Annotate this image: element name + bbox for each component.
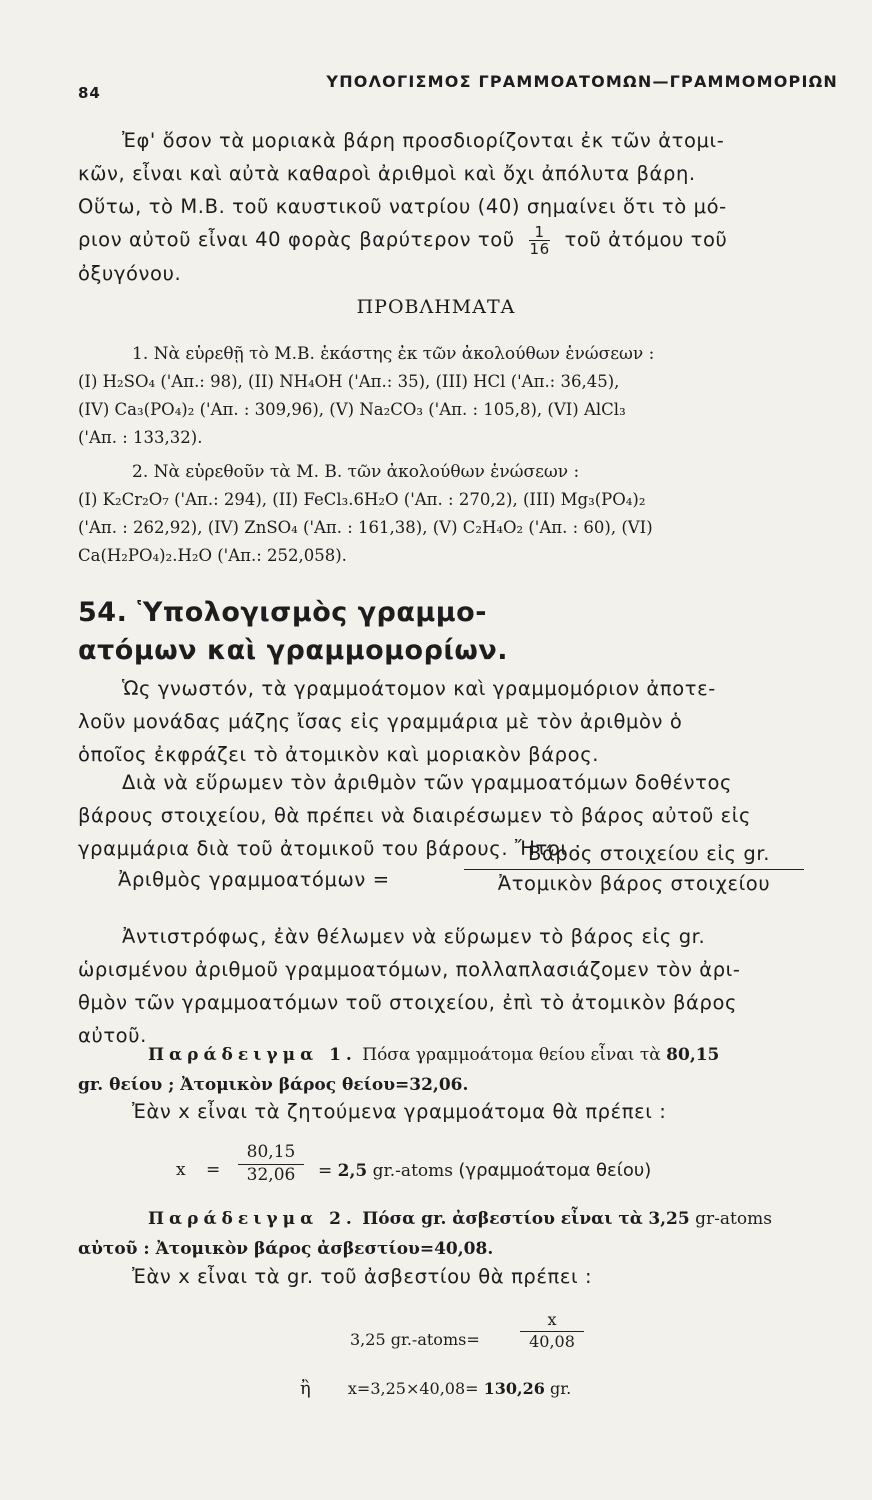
equation-denominator: 32,06: [246, 1165, 296, 1185]
example-value: 3,25: [648, 1209, 690, 1229]
problem-question: 1. Νὰ εὑρεθῇ τὸ Μ.Β. ἑκάστης ἐκ τῶν ἀκολούθων ἑνώσεων :: [132, 344, 655, 364]
formula-gram-atoms: [118, 842, 808, 912]
formula-fraction: [464, 842, 804, 895]
example-label: Παράδειγμα 2.: [148, 1209, 357, 1229]
text-line: γραμμάρια διὰ τοῦ ἀτομικοῦ του βάρους. Ἤτοι :: [78, 837, 582, 860]
equation-result: 130,26: [483, 1379, 545, 1398]
equation-denominator: 40,08: [529, 1332, 575, 1351]
equation-numerator: x: [520, 1310, 584, 1332]
equation-note: (γραμμοάτομα θείου): [458, 1160, 652, 1181]
fraction-denominator: 16: [529, 240, 550, 258]
equation-or: ἢ: [300, 1378, 311, 1399]
example-1-equation: [176, 1138, 796, 1202]
page-number: 84: [78, 84, 101, 102]
section-heading-line: ατόμων καὶ γραμμομορίων.: [78, 635, 509, 666]
formula-denominator: Ἀτομικὸν βάρος στοιχείου: [497, 872, 771, 895]
example-value: 80,15: [666, 1045, 720, 1065]
text-line: [78, 223, 818, 257]
equation-result-group: [318, 1160, 651, 1181]
text-line: Ἀντιστρόφως, ἐὰν θέλωμεν νὰ εὕρωμεν τὸ βάρος εἰς gr.: [122, 925, 706, 948]
problem-line: (I) K₂Cr₂O₇ ('Aπ.: 294), (II) FeCl₃.6H₂O ('Aπ. : 270,2), (III) Mg₃(PO₄)₂: [78, 490, 646, 509]
example-1: [78, 1040, 823, 1100]
text-line: ὁποῖος ἐκφράζει τὸ ἀτομικὸν καὶ μοριακὸν βάρος.: [78, 743, 600, 766]
formula-numerator: Βάρος στοιχείου εἰς gr.: [464, 842, 804, 870]
equation-unit: gr.-atoms: [372, 1161, 453, 1181]
equation-fraction: [238, 1142, 304, 1185]
text-line: Διὰ νὰ εὕρωμεν τὸν ἀριθμὸν τῶν γραμμοατόμων δοθέντος: [122, 771, 733, 794]
problem-line: Ca(H₂PO₄)₂.H₂O ('Aπ.: 252,058).: [78, 546, 347, 565]
example-text: αὐτοῦ : Ἀτομικὸν βάρος ἀσβεστίου=40,08.: [78, 1239, 494, 1259]
inline-fraction: [529, 224, 549, 257]
fraction-numerator: 1: [529, 224, 549, 241]
text-line: βάρους στοιχείου, θὰ πρέπει νὰ διαιρέσωμεν τὸ βάρος αὐτοῦ εἰς: [78, 804, 752, 827]
intro-paragraph: [78, 124, 818, 290]
text-fragment: τοῦ ἀτόμου τοῦ: [564, 228, 728, 251]
page-header: [78, 70, 838, 102]
equation-equals: =: [318, 1161, 333, 1181]
example-2-condition: Ἐὰν x εἶναι τὰ gr. τοῦ ἀσβεστίου θὰ πρέπει :: [132, 1265, 593, 1288]
example-text: Πόσα γραμμοάτομα θείου εἶναι τὰ: [362, 1045, 661, 1065]
problem-1: [78, 340, 818, 452]
section-heading-line: 54. Ὑπολογισμὸς γραμμο-: [78, 597, 487, 628]
equation-equals: =: [206, 1160, 221, 1180]
example-label: Παράδειγμα 1.: [148, 1045, 357, 1065]
example-statement: [78, 1204, 823, 1234]
problem-line: ('Aπ. : 133,32).: [78, 428, 203, 447]
section-heading: [78, 594, 578, 670]
equation-expression: x=3,25×40,08=: [347, 1379, 479, 1398]
text-line: Οὕτω, τὸ Μ.Β. τοῦ καυστικοῦ νατρίου (40) σημαίνει ὅτι τὸ μό-: [78, 195, 727, 218]
text-line: ὡρισμένου ἀριθμοῦ γραμμοατόμων, πολλαπλασιάζομεν τὸν ἀρι-: [78, 958, 741, 981]
text-line: Ἐφ' ὅσον τὰ μοριακὰ βάρη προσδιορίζονται ἐκ τῶν ἀτομι-: [122, 129, 725, 152]
text-fragment: ριον αὐτοῦ εἶναι 40 φορὰς βαρύτερον τοῦ: [78, 228, 515, 251]
equation-numerator: 80,15: [238, 1142, 304, 1165]
paragraph-definition: [78, 672, 818, 771]
example-2-final: [300, 1378, 571, 1399]
formula-lhs: Ἀριθμὸς γραμμοατόμων =: [118, 868, 390, 891]
problem-line: (IV) Ca₃(PO₄)₂ ('Aπ. : 309,96), (V) Na₂CO₃ ('Aπ. : 105,8), (VI) AlCl₃: [78, 400, 626, 419]
problem-line: ('Aπ. : 262,92), (IV) ZnSO₄ ('Aπ. : 161,38), (V) C₂H₄O₂ ('Aπ. : 60), (VI): [78, 518, 653, 537]
example-2: [78, 1204, 823, 1264]
equation-unit: gr.: [549, 1379, 572, 1398]
example-1-condition: Ἐὰν x εἶναι τὰ ζητούμενα γραμμοάτομα θὰ πρέπει :: [132, 1100, 667, 1123]
problems-heading: ΠΡΟΒΛΗΜΑΤΑ: [356, 296, 516, 318]
text-line: Ὡς γνωστόν, τὰ γραμμοάτομον καὶ γραμμομόριον ἀποτε-: [122, 677, 716, 700]
equation-lhs: 3,25 gr.-atoms=: [350, 1330, 480, 1349]
problem-2: [78, 458, 818, 570]
text-line: κῶν, εἶναι καὶ αὐτὰ καθαροὶ ἀριθμοὶ καὶ ὄχι ἀπόλυτα βάρη.: [78, 162, 696, 185]
text-line: θμὸν τῶν γραμμοατόμων τοῦ στοιχείου, ἐπὶ τὸ ἀτομικὸν βάρος: [78, 991, 738, 1014]
text-line: λοῦν μονάδας μάζης ἴσας εἰς γραμμάρια μὲ τὸν ἀριθμὸν ὁ: [78, 710, 683, 733]
running-head: ΥΠΟΛΟΓΙΣΜΟΣ ΓΡΑΜΜΟΑΤΟΜΩΝ—ΓΡΑΜΜΟΜΟΡΙΩΝ: [326, 72, 838, 91]
equation-result: 2,5: [337, 1161, 368, 1181]
example-unit: gr-atoms: [695, 1209, 772, 1229]
text-line: ὀξυγόνου.: [78, 262, 182, 285]
example-text: Πόσα gr. ἀσβεστίου εἶναι τὰ: [362, 1209, 643, 1229]
example-statement: [78, 1040, 823, 1070]
problem-line: (I) H₂SO₄ ('Aπ.: 98), (II) NH₄OH ('Aπ.: 35), (III) HCl ('Aπ.: 36,45),: [78, 372, 620, 391]
example-2-equation: [350, 1310, 750, 1370]
text-line: αὐτοῦ.: [78, 1024, 147, 1047]
problem-question: 2. Νὰ εὑρεθοῦν τὰ Μ. Β. τῶν ἀκολούθων ἑνώσεων :: [132, 462, 580, 482]
paragraph-inverse: [78, 920, 818, 1052]
example-text: gr. θείου ; Ἀτομικὸν βάρος θείου=32,06.: [78, 1075, 469, 1095]
equation-fraction: [520, 1310, 584, 1351]
equation-variable: x: [176, 1160, 186, 1180]
